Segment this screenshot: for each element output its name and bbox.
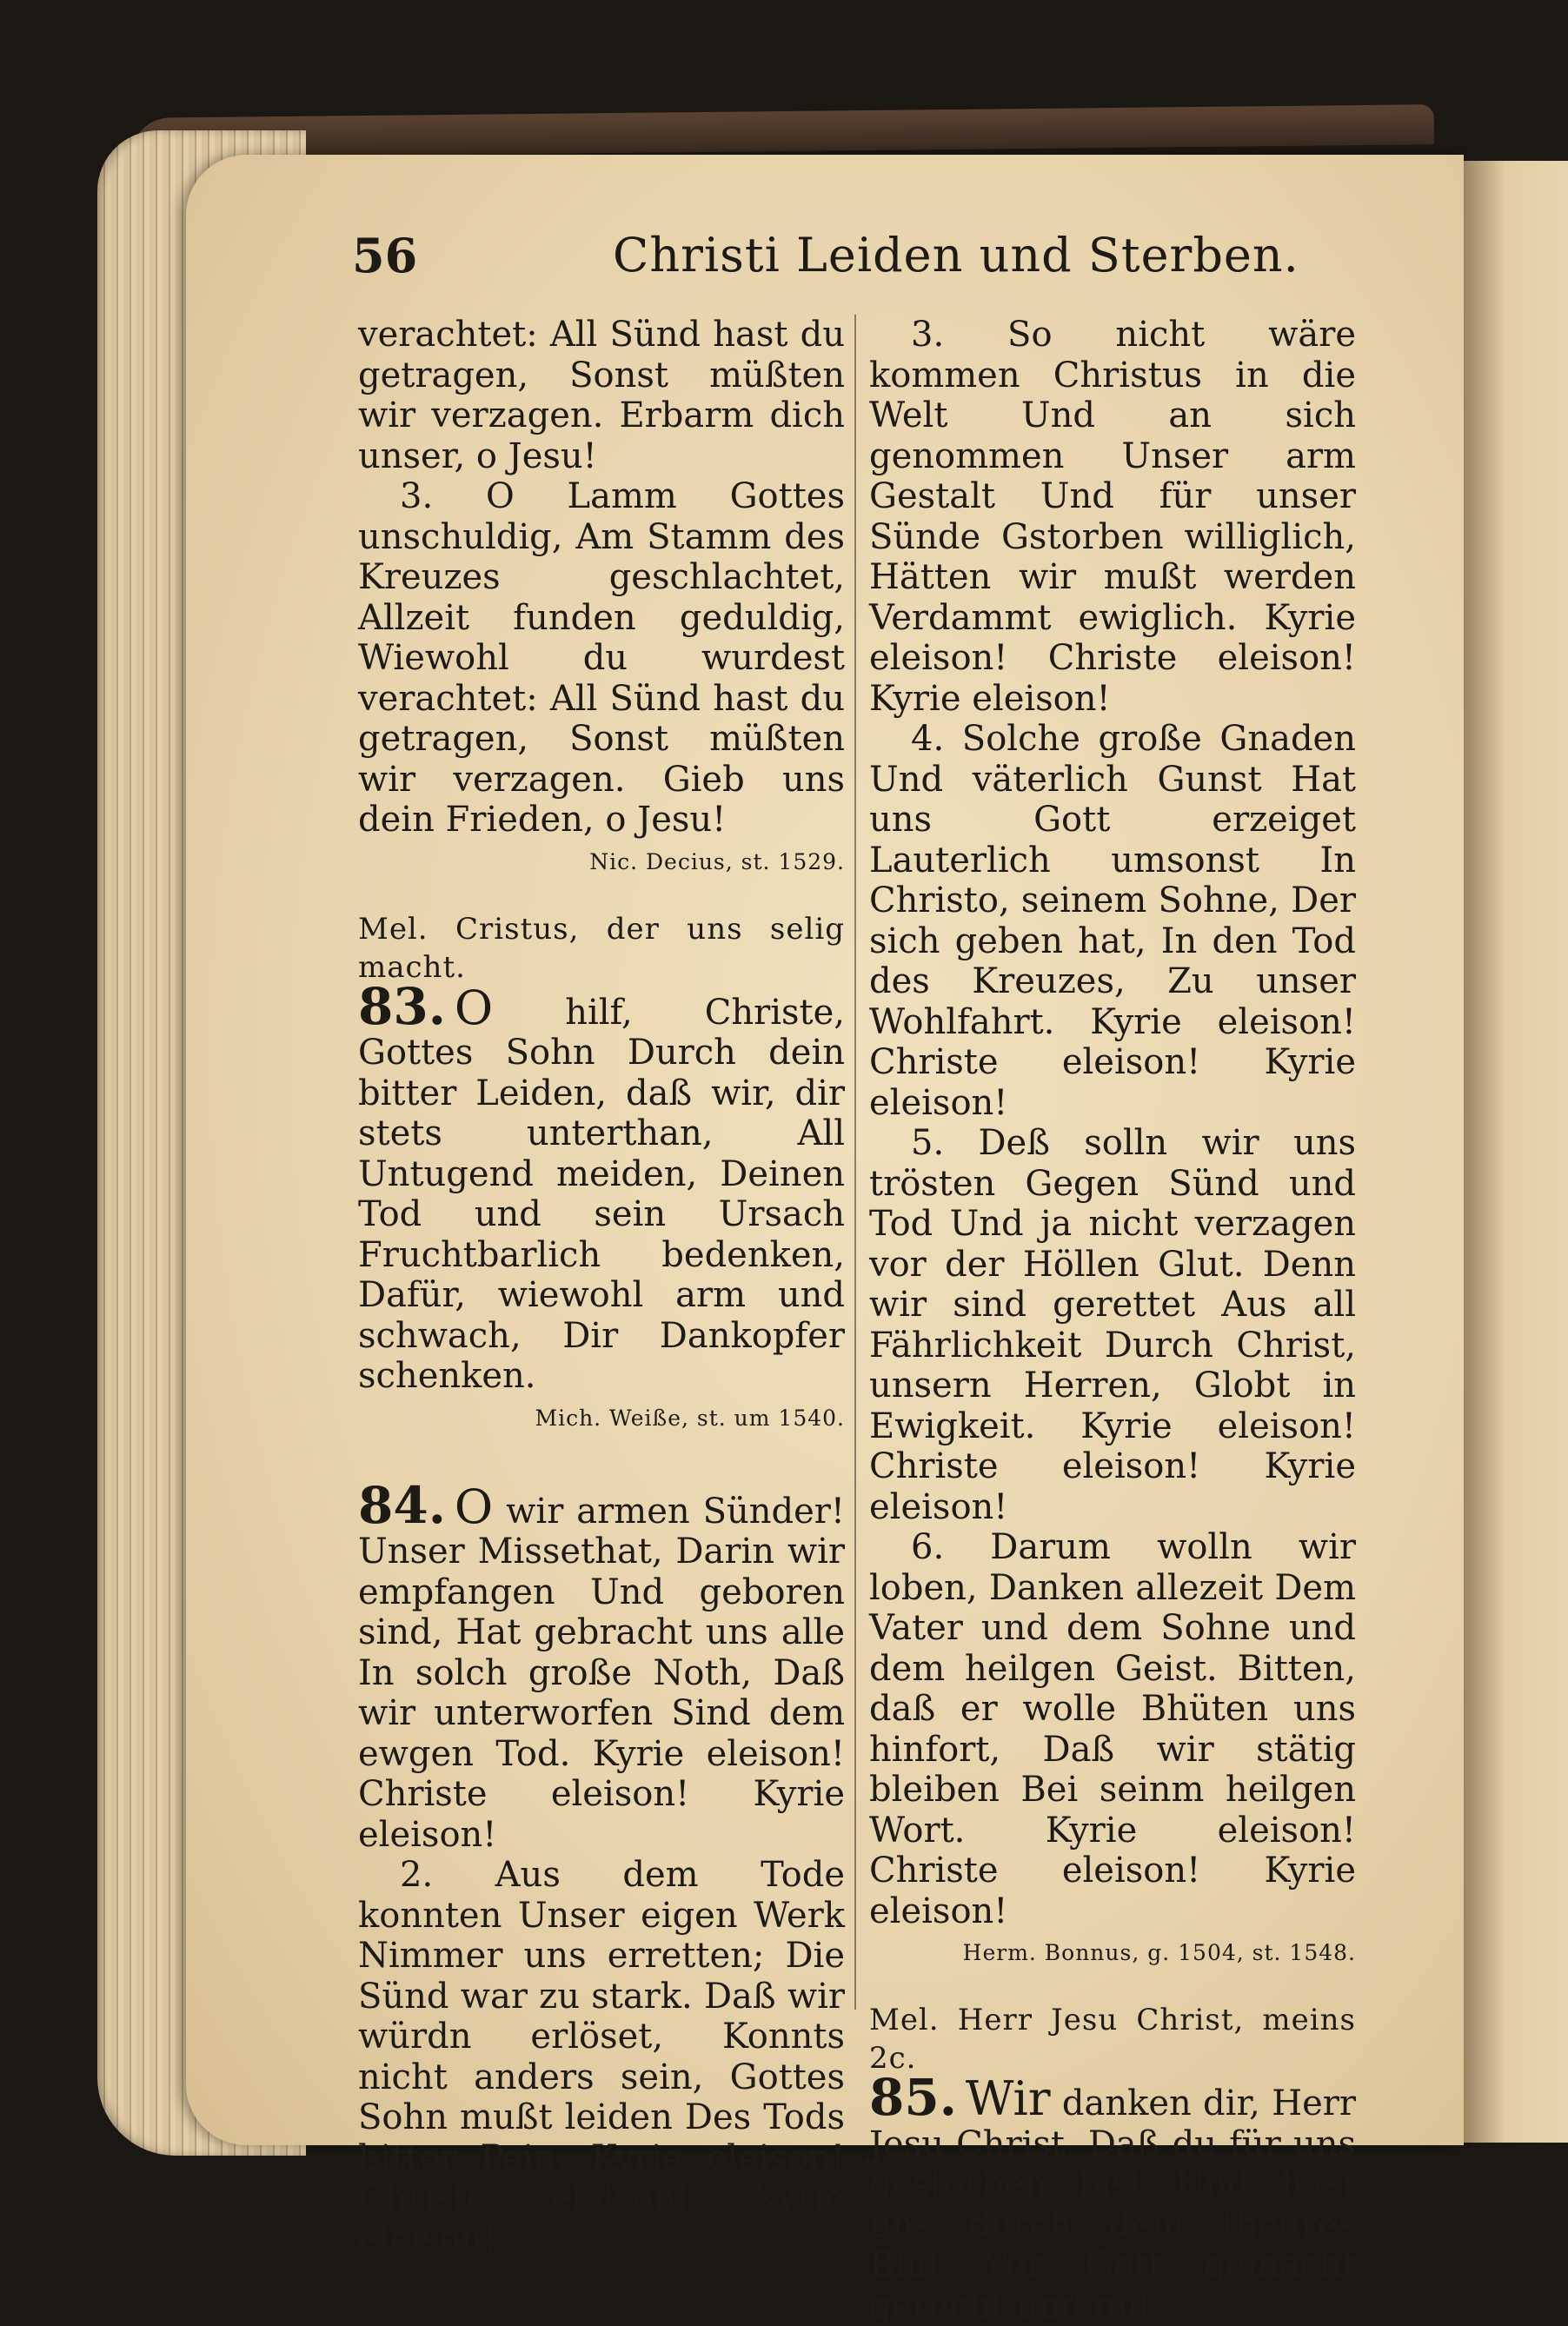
hymn-number: 85.	[869, 2068, 957, 2127]
right-column	[869, 315, 1356, 2326]
hymn-83	[358, 976, 845, 1397]
verse-3-right: 3. So nicht wäre kommen Christus in die Welt Und an sich genommen Unser arm Gestalt Und für unser Sünde Gstorben williglich, Hätten wir mußt werden Verdammt ewiglich. Kyrie eleison! Christe eleison! Kyrie eleison!	[869, 315, 1356, 719]
hymn-85	[869, 2068, 1356, 2326]
column-divider	[854, 315, 856, 2010]
page-title: Christi Leiden und Sterben.	[613, 228, 1299, 282]
hymn-lead-word: O	[454, 980, 494, 1035]
hymn-text: danken dir, Herr Jesu Christ, Daß du für uns gestorben bist Und hast uns durch dein theures Blut Vor Gott gemacht gerecht und gut.	[869, 2083, 1356, 2326]
page-number: 56	[352, 228, 418, 283]
verse-5: 5. Deß solln wir uns trösten Gegen Sünd und Tod Und ja nicht verzagen vor der Höllen Glut. Denn wir sind gerettet Aus all Fährlichkeit Durch Christ, unsern Herren, Globt in Ewigkeit. Kyrie eleison! Christe eleison! Kyrie eleison!	[869, 1123, 1356, 1527]
author-credit: Mich. Weiße, st. um 1540.	[535, 1405, 845, 1431]
left-column	[358, 315, 845, 2259]
hymn-text: wir armen Sünder! Unser Missethat, Darin wir empfangen Und geboren sind, Hat gebracht uns alle In solch große Noth, Daß wir unterworfen Sind dem ewgen Tod. Kyrie eleison! Christe eleison! Kyrie eleison!	[358, 1491, 846, 1855]
melody-line: Mel. Herr Jesu Christ, meins 2c.	[869, 2003, 1356, 2076]
hymn-lead-word: Wir	[965, 2071, 1051, 2126]
hymn-text: hilf, Christe, Gottes Sohn Durch dein bitter Leiden, daß wir, dir stets unterthan, All Untugend meiden, Deinen Tod und sein Ursach Fruchtbarlich bedenken, Dafür, wiewohl arm und schwach, Dir Dankopfer schenken.	[358, 992, 845, 1396]
verse-4: 4. Solche große Gnaden Und väterlich Gunst Hat uns Gott erzeiget Lauterlich umsonst In Christo, seinem Sohne, Der sich geben hat, In den Tod des Kreuzes, Zu unser Wohlfahrt. Kyrie eleison! Christe eleison! Kyrie eleison!	[869, 719, 1356, 1123]
author-credit: Nic. Decius, st. 1529.	[589, 848, 845, 874]
page-header	[352, 228, 1412, 297]
verse-3-left: 3. O Lamm Gottes unschuldig, Am Stamm des Kreuzes geschlachtet, Allzeit funden geduldig, Wiewohl du wurdest verachtet: All Sünd hast du getragen, Sonst müßten wir verzagen. Gieb uns dein Frieden, o Jesu!	[358, 476, 845, 840]
facing-page-edge	[1464, 161, 1568, 2143]
melody-line: Mel. Cristus, der uns selig macht.	[358, 911, 845, 985]
verse-6: 6. Darum wolln wir loben, Danken allezeit Dem Vater und dem Sohne und dem heilgen Geist. Bitten, daß er wolle Bhüten uns hinfort, Daß wir stätig bleiben Bei seinm heilgen Wort. Kyrie eleison! Christe eleison! Kyrie eleison!	[869, 1527, 1356, 1931]
verse-2: 2. Aus dem Tode konnten Unser eigen Werk Nimmer uns erretten; Die Sünd war zu stark. Daß wir würdn erlöset, Konnts nicht anders sein, Gottes Sohn mußt leiden Des Tods bitter Pein. Kyrie eleison! Christe eleison! Kyrie eleison!	[358, 1855, 845, 2259]
hymn-lead-word: O	[454, 1479, 494, 1534]
hymn-continuation: verachtet: All Sünd hast du getragen, Sonst müßten wir verzagen. Erbarm dich unser, o Jesu!	[358, 315, 845, 476]
hymn-84	[358, 1475, 846, 1856]
hymn-number: 83.	[358, 976, 446, 1036]
book-cover-edge	[130, 104, 1434, 158]
hymn-number: 84.	[358, 1475, 446, 1535]
author-credit: Herm. Bonnus, g. 1504, st. 1548.	[962, 1940, 1356, 1965]
